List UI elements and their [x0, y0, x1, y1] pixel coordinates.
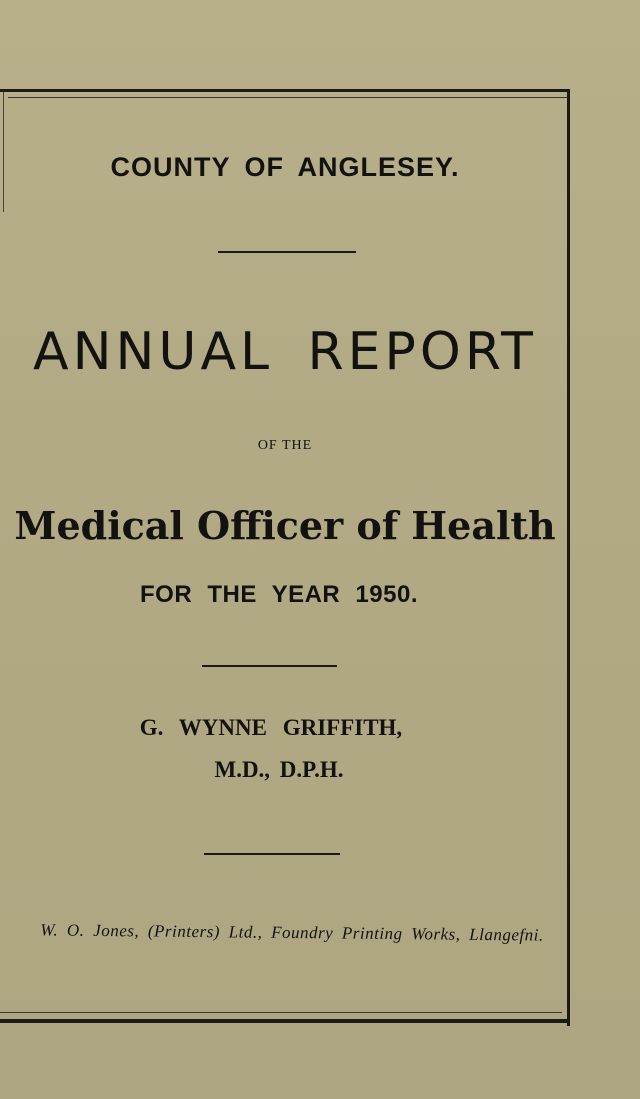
frame-bottom-rule	[0, 1019, 570, 1023]
author-name: G. WYNNE GRIFFITH,	[139, 715, 403, 740]
divider-2	[202, 665, 337, 667]
printer-imprint: W. O. Jones, (Printers) Ltd., Foundry Printing Works, Llangefni.	[40, 920, 544, 945]
of-the-label: OF THE	[257, 438, 313, 453]
report-title: ANNUAL REPORT	[33, 322, 537, 382]
year-line: FOR THE YEAR 1950.	[140, 581, 418, 608]
frame-top-inner-rule	[8, 97, 568, 98]
divider-3	[204, 853, 340, 855]
divider-1	[218, 251, 356, 253]
county-heading: COUNTY OF ANGLESEY.	[110, 152, 460, 182]
frame-right-rule	[567, 90, 570, 1026]
frame-top-rule	[0, 89, 570, 92]
frame-bottom-inner-rule	[0, 1012, 562, 1013]
subject-title: Medical Officer of Health	[14, 503, 556, 548]
author-degrees: M.D., D.P.H.	[214, 757, 344, 782]
